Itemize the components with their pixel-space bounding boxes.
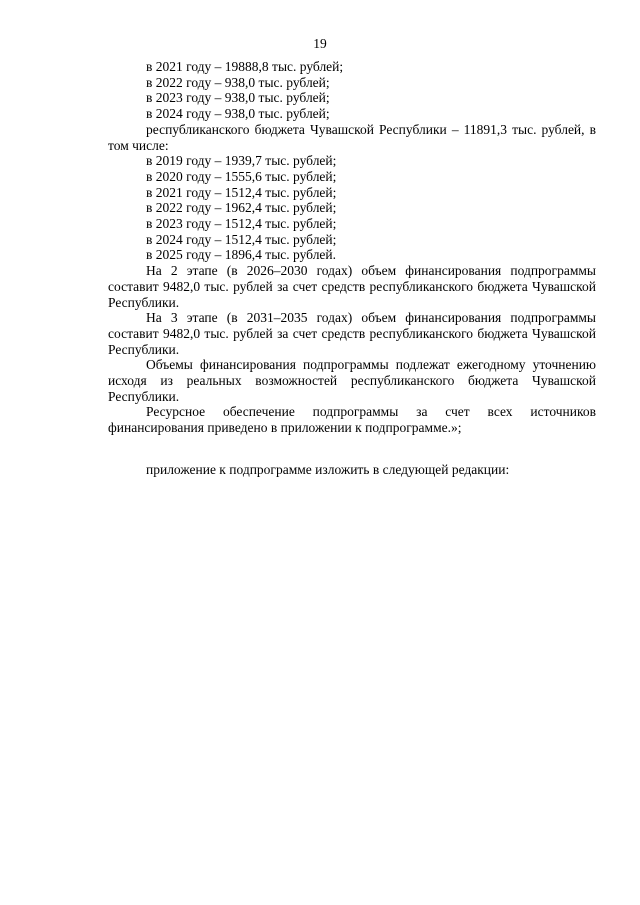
funding-line-2024: в 2024 году – 938,0 тыс. рублей; <box>146 106 330 122</box>
appendix-instruction: приложение к подпрограмме изложить в следующей редакции: <box>146 461 510 477</box>
republic-line-2019: в 2019 году – 1939,7 тыс. рублей; <box>146 153 337 169</box>
republic-budget-paragraph: республиканского бюджета Чувашской Республики – 11891,3 тыс. рублей, в том числе: <box>108 121 596 153</box>
page-number: 19 <box>313 36 327 51</box>
resource-support-paragraph: Ресурсное обеспечение подпрограммы за счет всех источников финансирования приведено в приложении к подпрограмме.»; <box>108 404 596 436</box>
republic-line-2020: в 2020 году – 1555,6 тыс. рублей; <box>146 168 337 184</box>
stage-3-paragraph: На 3 этапе (в 2031–2035 годах) объем финансирования подпрограммы составит 9482,0 тыс. рублей за счет средств республиканского бюджета Чувашской Республики. <box>108 310 596 357</box>
funding-line-2021: в 2021 году – 19888,8 тыс. рублей; <box>146 59 344 74</box>
paragraph-gap <box>108 436 596 462</box>
republic-line-2021: в 2021 году – 1512,4 тыс. рублей; <box>146 184 337 200</box>
funding-line-2023: в 2023 году – 938,0 тыс. рублей; <box>146 90 330 106</box>
document-body <box>108 59 596 478</box>
annual-adjustment-paragraph: Объемы финансирования подпрограммы подлежат ежегодному уточнению исходя из реальных возможностей республиканского бюджета Чувашской Республики. <box>108 357 596 404</box>
funding-line-2022: в 2022 году – 938,0 тыс. рублей; <box>146 74 330 90</box>
republic-line-2024: в 2024 году – 1512,4 тыс. рублей; <box>146 231 337 247</box>
republic-line-2022: в 2022 году – 1962,4 тыс. рублей; <box>146 200 337 216</box>
republic-line-2025: в 2025 году – 1896,4 тыс. рублей. <box>146 247 337 263</box>
republic-line-2023: в 2023 году – 1512,4 тыс. рублей; <box>146 216 337 232</box>
stage-2-paragraph: На 2 этапе (в 2026–2030 годах) объем финансирования подпрограммы составит 9482,0 тыс. рублей за счет средств республиканского бюджета Чувашской Республики. <box>108 263 596 310</box>
